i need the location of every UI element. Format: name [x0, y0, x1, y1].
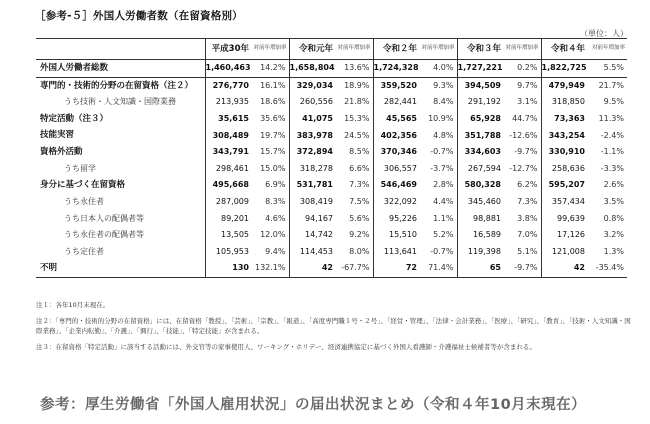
table-row	[36, 227, 627, 244]
value-cell: 1,460,463	[205, 60, 253, 78]
rate-cell: -9.7%	[514, 147, 538, 157]
year-header: 令和３年	[457, 39, 505, 60]
row-label: 特定活動（注３）	[40, 113, 109, 124]
rate-cell: 19.7%	[260, 130, 286, 140]
value-cell: 105,953	[205, 244, 253, 261]
rate-header: 対前年増加率	[505, 39, 541, 60]
value-cell: 41,075	[289, 111, 337, 128]
value-cell: 65,928	[457, 111, 505, 128]
rate-cell: 6.6%	[349, 163, 370, 173]
rate-cell: 8.4%	[433, 97, 454, 107]
note-3: 注３：在留資格「特定活動」に該当する活動には、外交官等の家事使用人、ワーキング・ホリデー、経済連携協定に基づく外国人看護師・介護福祉士候補者等が含まれる。	[36, 343, 536, 352]
rate-cell: -9.7%	[505, 260, 541, 277]
value-cell: 282,441	[373, 94, 421, 111]
year-header: 平成30年	[205, 39, 253, 60]
rate-cell: -1.1%	[600, 147, 624, 157]
value-cell: 121,008	[541, 244, 589, 261]
value-cell: 531,781	[289, 177, 337, 194]
value-cell: 42	[289, 260, 337, 277]
table-body	[36, 60, 627, 278]
rate-cell: 35.6%	[260, 114, 286, 124]
row-label: うち永住者	[64, 197, 104, 207]
value-cell: 213,935	[205, 94, 253, 111]
value-cell: 372,894	[289, 144, 337, 161]
value-cell: 308,419	[289, 194, 337, 211]
rate-cell: 2.6%	[603, 180, 624, 190]
value-cell: 343,254	[541, 127, 589, 144]
rate-cell: 21.8%	[344, 97, 370, 107]
rate-cell: 1.3%	[603, 246, 624, 256]
value-cell: 334,603	[457, 144, 505, 161]
value-cell: 359,520	[373, 77, 421, 94]
value-cell: 15,510	[373, 227, 421, 244]
value-cell: 343,791	[205, 144, 253, 161]
table-row	[36, 161, 627, 178]
value-cell: 287,009	[205, 194, 253, 211]
value-cell: 13,505	[205, 227, 253, 244]
table-row	[36, 111, 627, 128]
value-cell: 130	[205, 260, 253, 277]
table-row	[36, 244, 627, 261]
rate-cell: 6.9%	[265, 180, 286, 190]
rate-cell: 8.0%	[349, 246, 370, 256]
rate-cell: 18.6%	[260, 97, 286, 107]
header-row	[36, 39, 627, 60]
rate-cell: 0.8%	[603, 213, 624, 223]
value-cell: 291,192	[457, 94, 505, 111]
rate-cell: 5.5%	[589, 60, 627, 78]
rate-cell: 15.7%	[260, 147, 286, 157]
row-label: うち定住者	[64, 246, 104, 256]
rate-cell: 15.0%	[260, 163, 286, 173]
source-caption: 参考：厚生労働省「外国人雇用状況」の届出状況まとめ（令和４年10月末現在）	[40, 397, 587, 413]
value-cell: 73,363	[541, 111, 589, 128]
value-cell: 16,589	[457, 227, 505, 244]
value-cell: 98,881	[457, 210, 505, 227]
rate-cell: 15.3%	[344, 114, 370, 124]
rate-cell: 4.0%	[421, 60, 457, 78]
rate-cell: 8.3%	[265, 197, 286, 207]
value-cell: 276,770	[205, 77, 253, 94]
rate-cell: 6.2%	[517, 180, 538, 190]
value-cell: 308,489	[205, 127, 253, 144]
header-label-cell	[36, 39, 205, 60]
value-cell: 267,594	[457, 161, 505, 178]
rate-cell: 71.4%	[421, 260, 457, 277]
row-label: うち永住者の配偶者等	[64, 230, 144, 240]
rate-cell: 9.3%	[433, 80, 454, 90]
year-header: 令和２年	[373, 39, 421, 60]
value-cell: 298,461	[205, 161, 253, 178]
rate-cell: -67.7%	[337, 260, 373, 277]
table-row	[36, 94, 627, 111]
rate-cell: 8.5%	[349, 147, 370, 157]
rate-cell: 9.2%	[349, 230, 370, 240]
year-header: 令和元年	[289, 39, 337, 60]
rate-cell: 3.2%	[603, 230, 624, 240]
rate-cell: 7.3%	[517, 197, 538, 207]
rate-cell: 5.2%	[433, 230, 454, 240]
value-cell: 383,978	[289, 127, 337, 144]
value-cell: 546,469	[373, 177, 421, 194]
rate-cell: 7.3%	[349, 180, 370, 190]
value-cell: 495,668	[205, 177, 253, 194]
unit-label: （単位：人）	[580, 29, 628, 38]
rate-cell: 7.5%	[349, 197, 370, 207]
value-cell: 479,949	[541, 77, 589, 94]
rate-cell: 44.7%	[512, 114, 538, 124]
table-row	[36, 144, 627, 161]
rate-cell: -3.3%	[600, 163, 624, 173]
row-label: 技能実習	[40, 130, 75, 141]
value-cell: 370,346	[373, 144, 421, 161]
rate-cell: -0.7%	[430, 147, 454, 157]
value-cell: 72	[373, 260, 421, 277]
value-cell: 330,910	[541, 144, 589, 161]
rate-cell: 5.1%	[517, 246, 538, 256]
table-row	[36, 127, 627, 144]
row-label: 身分に基づく在留資格	[40, 180, 126, 191]
table-row	[36, 260, 627, 277]
rate-cell: 132.1%	[253, 260, 289, 277]
value-cell: 119,398	[457, 244, 505, 261]
rate-header: 対前年増加率	[421, 39, 457, 60]
note-2: 注２：「専門的・技術的分野の在留資格」には、在留資格「教授」、「芸術」、「宗教」、「報道」、「高度専門職１号・２号」、「経営・管理」、「法律・会計業務」、「医療」、「研究」、「教育」、「技術・人文知識・国際業務」、「企業内転勤」、「介護」、「興行」、「技能」、「特定技能」が含まれる。	[36, 317, 631, 336]
table-row	[36, 177, 627, 194]
value-cell: 318,850	[541, 94, 589, 111]
row-label: 専門的・技術的分野の在留資格（注２）	[40, 80, 194, 91]
rate-header: 対前年増加率	[337, 39, 373, 60]
rate-cell: 4.6%	[265, 213, 286, 223]
rate-cell: 11.3%	[598, 114, 624, 124]
rate-cell: 9.4%	[265, 246, 286, 256]
value-cell: 89,201	[205, 210, 253, 227]
rate-cell: -12.6%	[509, 130, 538, 140]
value-cell: 95,226	[373, 210, 421, 227]
rate-cell: 14.2%	[253, 60, 289, 78]
table-row	[36, 60, 627, 78]
table-row	[36, 77, 627, 94]
row-label: 外国人労働者総数	[36, 60, 205, 78]
rate-cell: 7.0%	[517, 230, 538, 240]
rate-cell: -2.4%	[600, 130, 624, 140]
rate-cell: 0.2%	[505, 60, 541, 78]
rate-cell: -0.7%	[430, 246, 454, 256]
rate-cell: 5.6%	[349, 213, 370, 223]
rate-cell: 10.9%	[428, 114, 454, 124]
rate-cell: 3.5%	[603, 197, 624, 207]
rate-header: 対前年増加率	[253, 39, 289, 60]
value-cell: 595,207	[541, 177, 589, 194]
rate-cell: 2.8%	[433, 180, 454, 190]
year-header: 令和４年	[541, 39, 589, 60]
rate-cell: 4.4%	[433, 197, 454, 207]
value-cell: 1,727,221	[457, 60, 505, 78]
row-label: 不明	[36, 260, 205, 277]
rate-cell: 4.8%	[433, 130, 454, 140]
value-cell: 260,556	[289, 94, 337, 111]
value-cell: 580,328	[457, 177, 505, 194]
value-cell: 351,788	[457, 127, 505, 144]
value-cell: 318,278	[289, 161, 337, 178]
note-1: 注１：各年10月末現在。	[36, 301, 110, 309]
row-label: うち留学	[64, 163, 96, 173]
value-cell: 322,092	[373, 194, 421, 211]
value-cell: 329,034	[289, 77, 337, 94]
rate-cell: 21.7%	[598, 80, 624, 90]
row-label: うち日本人の配偶者等	[64, 213, 144, 223]
value-cell: 17,126	[541, 227, 589, 244]
rate-cell: -12.7%	[509, 163, 538, 173]
value-cell: 99,639	[541, 210, 589, 227]
value-cell: 1,724,328	[373, 60, 421, 78]
rate-cell: 16.1%	[260, 80, 286, 90]
rate-header: 対前年増加率	[589, 39, 627, 60]
rate-cell: 24.5%	[344, 130, 370, 140]
value-cell: 394,509	[457, 77, 505, 94]
rate-cell: 18.9%	[344, 80, 370, 90]
rate-cell: 3.1%	[517, 97, 538, 107]
row-label: 資格外活動	[40, 147, 83, 158]
value-cell: 14,742	[289, 227, 337, 244]
value-cell: 1,822,725	[541, 60, 589, 78]
value-cell: 65	[457, 260, 505, 277]
value-cell: 45,565	[373, 111, 421, 128]
notes	[36, 300, 632, 358]
rate-cell: -35.4%	[589, 260, 627, 277]
row-label: うち技術・人文知識・国際業務	[64, 97, 176, 107]
value-cell: 94,167	[289, 210, 337, 227]
value-cell: 345,460	[457, 194, 505, 211]
rate-cell: 9.5%	[603, 97, 624, 107]
value-cell: 306,557	[373, 161, 421, 178]
table-title: ［参考-５］外国人労働者数（在留資格別）	[35, 10, 243, 22]
table-row	[36, 194, 627, 211]
value-cell: 258,636	[541, 161, 589, 178]
value-cell: 357,434	[541, 194, 589, 211]
rate-cell: 3.8%	[517, 213, 538, 223]
value-cell: 402,356	[373, 127, 421, 144]
table-row	[36, 210, 627, 227]
foreign-workers-table	[36, 38, 627, 278]
rate-cell: -3.7%	[430, 163, 454, 173]
value-cell: 42	[541, 260, 589, 277]
value-cell: 114,453	[289, 244, 337, 261]
rate-cell: 1.1%	[433, 213, 454, 223]
value-cell: 35,615	[205, 111, 253, 128]
value-cell: 1,658,804	[289, 60, 337, 78]
rate-cell: 9.7%	[517, 80, 538, 90]
value-cell: 113,641	[373, 244, 421, 261]
rate-cell: 12.0%	[260, 230, 286, 240]
rate-cell: 13.6%	[337, 60, 373, 78]
